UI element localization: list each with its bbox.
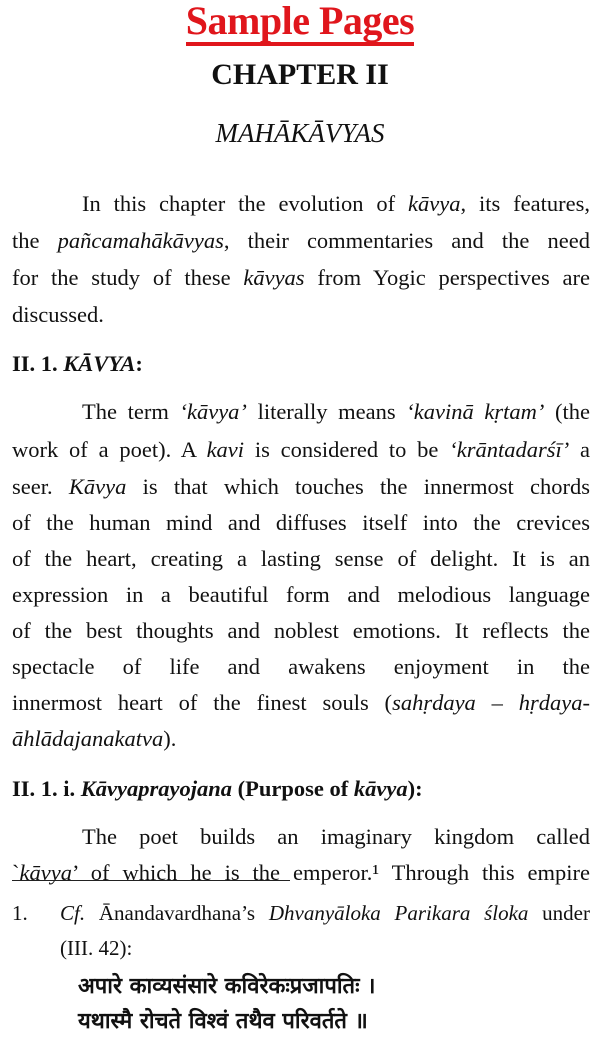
text-segment: Kāvya xyxy=(68,474,127,499)
text-segment: , their commentaries and the need xyxy=(223,228,590,253)
text-line xyxy=(12,689,590,717)
text-segment: literally means xyxy=(246,399,407,424)
text-segment: expression in a beautiful form and melodious language xyxy=(12,582,590,607)
text-segment: ‘krāntadarśī’ xyxy=(449,437,570,462)
text-segment: kavi xyxy=(206,437,245,462)
text-line xyxy=(12,581,590,609)
text-segment: of the best thoughts and noblest emotions. It reflects the xyxy=(12,618,590,643)
text-segment: The term xyxy=(82,399,180,424)
text-segment: (Purpose of xyxy=(232,776,354,801)
text-segment: spectacle of life and awakens enjoyment in the xyxy=(12,654,590,679)
text-line xyxy=(12,227,590,255)
text-segment: (the xyxy=(544,399,591,424)
section-heading xyxy=(12,775,590,803)
text-segment: Dhvanyāloka Parikara śloka xyxy=(268,901,529,925)
text-line xyxy=(12,509,590,537)
text-line xyxy=(12,264,590,292)
text-segment: Ānandavardhana’s xyxy=(85,901,269,925)
text-segment: ‘kavinā kṛtam’ xyxy=(406,399,545,424)
text-segment: innermost heart of the finest souls ( xyxy=(12,690,393,715)
text-line xyxy=(12,473,590,501)
text-segment: under xyxy=(528,901,590,925)
text-line xyxy=(12,617,590,645)
text-line xyxy=(12,436,590,464)
text-segment: ). xyxy=(163,726,177,751)
text-line xyxy=(12,398,590,426)
text-segment: is considered to be xyxy=(244,437,450,462)
text-segment: kāvyas xyxy=(243,265,305,290)
text-segment: ` xyxy=(12,860,20,885)
text-segment: II. 1. i. xyxy=(12,776,81,801)
text-line xyxy=(12,190,590,218)
text-segment: Kāvyaprayojana xyxy=(80,776,233,801)
text-segment: āhlādajanakatva xyxy=(12,726,164,751)
text-segment: is that which touches the innermost chords xyxy=(126,474,590,499)
sample-pages-banner xyxy=(0,0,600,46)
footnote-divider xyxy=(12,880,290,881)
text-line xyxy=(12,725,590,753)
text-segment: Cf. xyxy=(60,901,86,925)
text-segment: ’ of which he is the emperor.¹ Through this empire xyxy=(71,860,590,885)
text-segment: for the study of these xyxy=(12,265,244,290)
text-segment: ‘kāvya’ xyxy=(179,399,247,424)
text-segment: of the human mind and diffuses itself into the crevices xyxy=(12,510,590,535)
text-line xyxy=(12,653,590,681)
footnote-number: 1. xyxy=(12,901,28,925)
text-segment: ): xyxy=(407,776,423,801)
footnote-line: (III. 42): xyxy=(60,936,133,960)
chapter-title: MAHĀKĀVYAS xyxy=(215,118,385,148)
text-segment: of the heart, creating a lasting sense of delight. It is an xyxy=(12,546,590,571)
text-segment: from Yogic perspectives are xyxy=(304,265,590,290)
text-segment: In this chapter the evolution of xyxy=(82,191,409,216)
sanskrit-verse-line: यथास्मै रोचते विश्वं तथैव परिवर्तते ॥ xyxy=(78,1009,368,1034)
text-segment: discussed. xyxy=(12,302,104,327)
text-segment: : xyxy=(135,351,143,376)
text-segment: The poet builds an imaginary kingdom called xyxy=(82,824,590,849)
text-segment: kāvya xyxy=(408,191,461,216)
text-segment: , its features, xyxy=(460,191,590,216)
text-line xyxy=(12,301,590,329)
sanskrit-verse-line: अपारे काव्यसंसारे कविरेकःप्रजापतिः । xyxy=(78,974,376,999)
text-segment: kāvya xyxy=(353,776,408,801)
footnote-line xyxy=(60,900,590,926)
text-line xyxy=(12,859,590,887)
text-line xyxy=(12,545,590,573)
text-segment: KĀVYA xyxy=(63,351,136,376)
text-segment: II. 1. xyxy=(12,351,64,376)
text-segment: the xyxy=(12,228,58,253)
banner-text: Sample Pages xyxy=(186,0,414,46)
section-heading xyxy=(12,350,590,378)
chapter-heading: CHAPTER II xyxy=(211,58,389,91)
text-segment: pañcamahākāvyas xyxy=(57,228,224,253)
text-segment: sahṛdaya – hṛdaya- xyxy=(392,690,591,715)
text-segment: a xyxy=(569,437,590,462)
text-segment: seer. xyxy=(12,474,69,499)
text-segment: kāvya xyxy=(19,860,72,885)
text-line xyxy=(12,823,590,851)
text-segment: work of a poet). A xyxy=(12,437,207,462)
